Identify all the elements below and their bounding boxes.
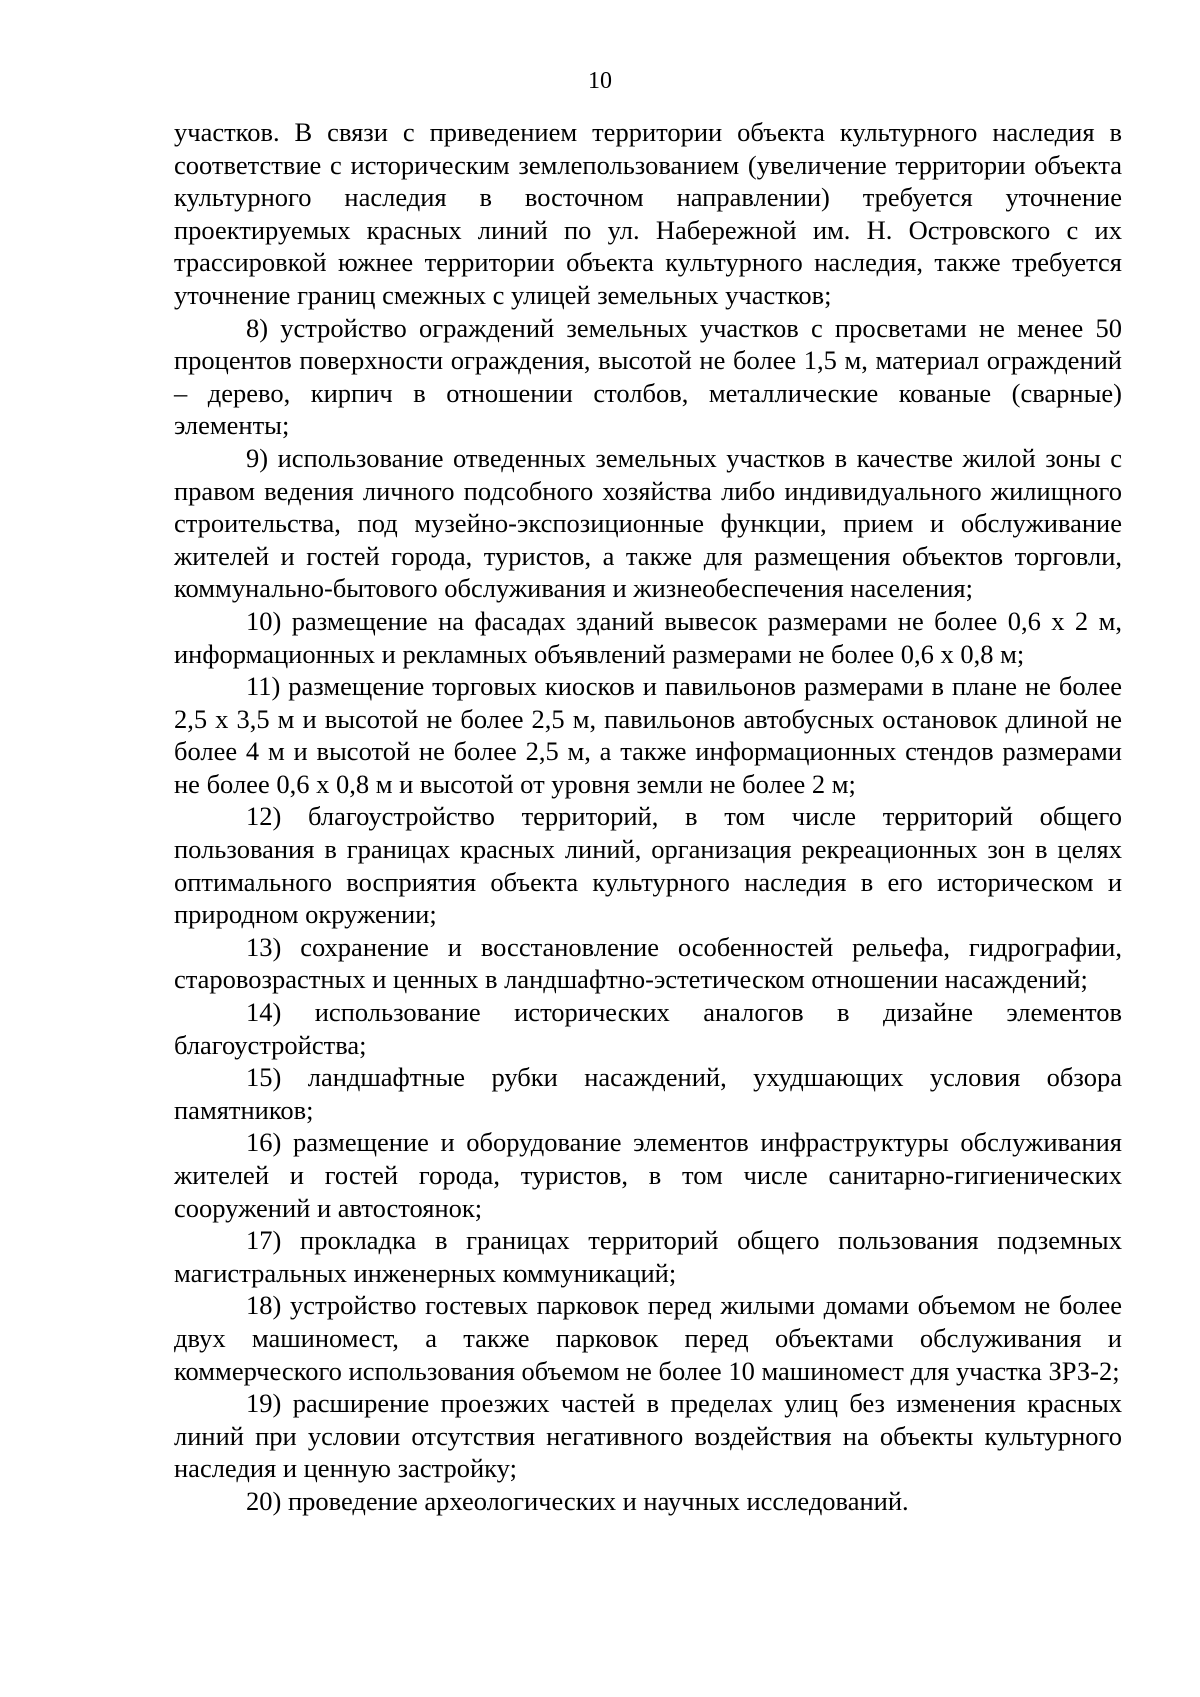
- paragraph-continuation: участков. В связи с приведением территории объекта культурного наследия в соответствие с историческим землепользованием (увеличение территории объекта культурного наследия в восточном направлении) требуется уточнение проектируемых красных линий по ул. Набережной им. Н. Островского с их трассировкой южнее территории объекта культурного наследия, также требуется уточнение границ смежных с улицей земельных участков;: [174, 117, 1122, 310]
- list-item-15: 15) ландшафтные рубки насаждений, ухудшающих условия обзора памятников;: [174, 1062, 1122, 1125]
- list-item-13: 13) сохранение и восстановление особенностей рельефа, гидрографии, старовозрастных и ценных в ландшафтно-эстетическом отношении насаждений;: [174, 931, 1122, 995]
- list-item-11: 11) размещение торговых киосков и павильонов размерами в плане не более 2,5 х 3,5 м и высотой не более 2,5 м, павильонов автобусных остановок длиной не более 4 м и высотой не более 2,5 м, а также информационных стендов размерами не более 0,6 х 0,8 м и высотой от уровня земли не более 2 м;: [174, 671, 1122, 799]
- list-item-19: 19) расширение проезжих частей в пределах улиц без изменения красных линий при условии отсутствия негативного воздействия на объекты культурного наследия и ценную застройку;: [174, 1388, 1122, 1484]
- list-item-10: 10) размещение на фасадах зданий вывесок размерами не более 0,6 х 2 м, информационных и рекламных объявлений размерами не более 0,6 х 0,8 м;: [174, 605, 1122, 669]
- list-item-18: 18) устройство гостевых парковок перед жилыми домами объемом не более двух машиномест, а также парковок перед объектами обслуживания и коммерческого использования объемом не более 10 машиномест для участка ЗРЗ-2;: [174, 1290, 1122, 1386]
- list-item-9: 9) использование отведенных земельных участков в качестве жилой зоны с правом ведения личного подсобного хозяйства либо индивидуального жилищного строительства, под музейно-экспозиционные функции, прием и обслуживание жителей и гостей города, туристов, а также для размещения объектов торговли, коммунально-бытового обслуживания и жизнеобеспечения населения;: [174, 442, 1122, 604]
- document-body: [174, 116, 1122, 1518]
- list-item-14: 14) использование исторических аналогов в дизайне элементов благоустройства;: [174, 997, 1122, 1060]
- list-item-20: 20) проведение археологических и научных исследований.: [246, 1485, 909, 1516]
- list-item-8: 8) устройство ограждений земельных участков с просветами не менее 50 процентов поверхности ограждения, высотой не более 1,5 м, материал ограждений – дерево, кирпич в отношении столбов, металлические кованые (сварные) элементы;: [174, 312, 1122, 441]
- page-number: 10: [588, 68, 612, 94]
- list-item-17: 17) прокладка в границах территорий общего пользования подземных магистральных инженерных коммуникаций;: [174, 1225, 1122, 1288]
- list-item-16: 16) размещение и оборудование элементов инфраструктуры обслуживания жителей и гостей города, туристов, в том числе санитарно-гигиенических сооружений и автостоянок;: [174, 1127, 1122, 1223]
- list-item-12: 12) благоустройство территорий, в том числе территорий общего пользования в границах красных линий, организация рекреационных зон в целях оптимального восприятия объекта культурного наследия в его историческом и природном окружении;: [174, 801, 1122, 930]
